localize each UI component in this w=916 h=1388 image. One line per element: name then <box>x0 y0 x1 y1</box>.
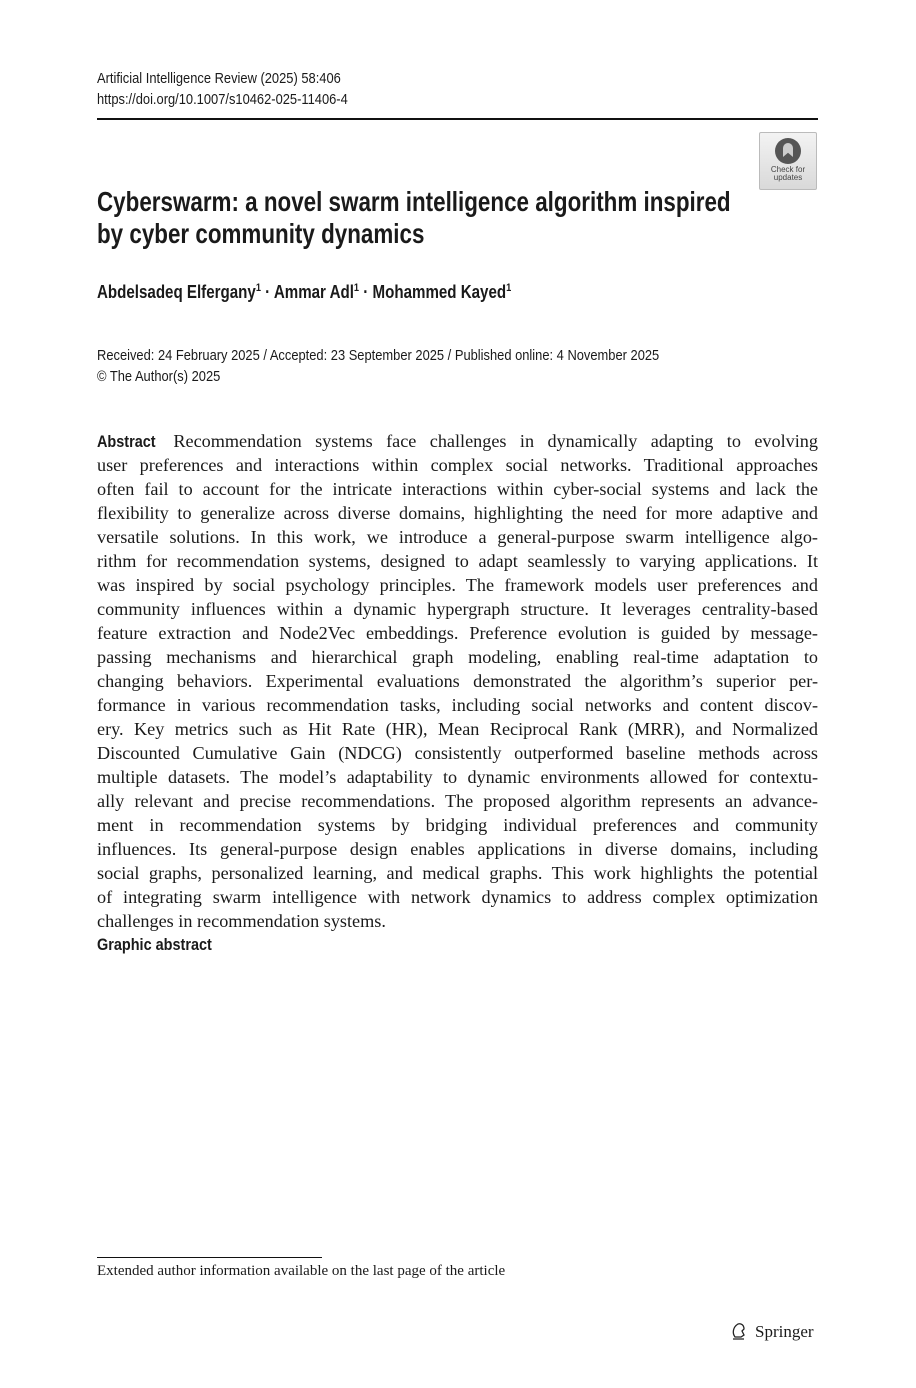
author[interactable]: Mohammed Kayed$^1$ <box>372 282 512 302</box>
abstract-line <box>97 837 818 861</box>
check-for-updates-badge[interactable] <box>759 132 817 190</box>
abstract-line <box>97 645 818 669</box>
abstract-text: social graphs, personalized learning, and medical graphs. This work highlights the potential <box>97 863 818 883</box>
abstract-line <box>97 573 818 597</box>
abstract-line <box>97 597 818 621</box>
abstract-text: flexibility to generalize across diverse domains, highlighting the need for more adaptive and <box>97 503 818 523</box>
abstract-line <box>97 429 818 453</box>
abstract-line <box>97 789 818 813</box>
footnote-rule <box>97 1257 322 1258</box>
abstract-line <box>97 453 818 477</box>
doi-link[interactable]: https://doi.org/10.1007/s10462-025-11406-4 <box>97 91 348 108</box>
author-list: Abdelsadeq Elfergany$^1$ · Ammar Adl$^1$ · Mohammed Kayed$^1$ <box>97 282 512 302</box>
history-dates: Received: 24 February 2025 / Accepted: 23 September 2025 / Published online: 4 November 2025 <box>97 347 660 364</box>
abstract-text: user preferences and interactions within complex social networks. Traditional approaches <box>97 455 818 475</box>
graphic-abstract-heading: Graphic abstract <box>97 935 212 954</box>
abstract-text: of integrating swarm intelligence with network dynamics to address complex optimization <box>97 887 818 907</box>
abstract-text: versatile solutions. In this work, we introduce a general-purpose swarm intelligence algo- <box>97 527 818 547</box>
title-line: by cyber community dynamics <box>97 218 425 249</box>
header-rule <box>97 118 818 120</box>
abstract-line <box>97 813 818 837</box>
author[interactable]: Ammar Adl$^1$ <box>273 282 360 302</box>
abstract-line <box>97 693 818 717</box>
abstract-text: was inspired by social psychology principles. The framework models user preferences and <box>97 575 818 595</box>
abstract-text: multiple datasets. The model’s adaptability to dynamic environments allowed for contextu- <box>97 767 818 787</box>
abstract-text: community influences within a dynamic hypergraph structure. It leverages centrality-based <box>97 599 818 619</box>
abstract-text: formance in various recommendation tasks, including social networks and content discov- <box>97 695 818 715</box>
abstract-text: ery. Key metrics such as Hit Rate (HR), Mean Reciprocal Rank (MRR), and Normalized <box>97 719 818 739</box>
running-header <box>97 68 389 110</box>
author[interactable]: Abdelsadeq Elfergany$^1$ <box>97 282 261 302</box>
badge-text-1: Check for <box>770 165 806 174</box>
title-line: Cyberswarm: a novel swarm intelligence algorithm inspired <box>97 186 731 217</box>
abstract-line <box>97 669 818 693</box>
abstract-text: ally relevant and precise recommendations. The proposed algorithm represents an advance- <box>97 791 818 811</box>
abstract-text: challenges in recommendation systems. <box>97 911 386 931</box>
abstract-line <box>97 861 818 885</box>
paper-title <box>97 186 889 250</box>
publication-dates <box>97 345 751 387</box>
abstract-text: Discounted Cumulative Gain (NDCG) consistently outperformed baseline methods across <box>97 743 818 763</box>
abstract-line <box>97 717 818 741</box>
publisher-name: Springer <box>755 1322 814 1341</box>
abstract-text: rithm for recommendation systems, designed to adapt seamlessly to varying applications. It <box>97 551 818 571</box>
footnote: Extended author information available on the last page of the article <box>97 1263 506 1279</box>
copyright: © The Author(s) 2025 <box>97 368 221 385</box>
abstract-text: feature extraction and Node2Vec embeddings. Preference evolution is guided by message- <box>97 623 818 643</box>
abstract-text: Recommendation systems face challenges in dynamically adapting to evolving <box>173 431 818 451</box>
springer-logo <box>729 1321 814 1343</box>
abstract-text: ment in recommendation systems by bridging individual preferences and community <box>97 815 818 835</box>
abstract-line <box>97 885 818 909</box>
abstract-text: passing mechanisms and hierarchical graph modeling, enabling real-time adaptation to <box>97 647 818 667</box>
abstract-text: influences. Its general-purpose design enables applications in diverse domains, including <box>97 839 818 859</box>
abstract-line <box>97 525 818 549</box>
abstract-line <box>97 549 818 573</box>
journal-citation: Artificial Intelligence Review (2025) 58:406 <box>97 70 341 87</box>
springer-horse-icon <box>729 1321 749 1343</box>
badge-text-2: updates <box>773 173 803 182</box>
crossmark-icon <box>775 138 801 164</box>
abstract-line <box>97 741 818 765</box>
abstract-line <box>97 621 818 645</box>
abstract-line <box>97 909 818 933</box>
abstract-text: often fail to account for the intricate interactions within cyber-social systems and lack the <box>97 479 818 499</box>
abstract-line <box>97 477 818 501</box>
abstract-line <box>97 501 818 525</box>
abstract-line <box>97 765 818 789</box>
abstract-text: changing behaviors. Experimental evaluations demonstrated the algorithm’s superior per- <box>97 671 818 691</box>
abstract-label: Abstract <box>97 432 156 451</box>
abstract <box>97 429 818 957</box>
